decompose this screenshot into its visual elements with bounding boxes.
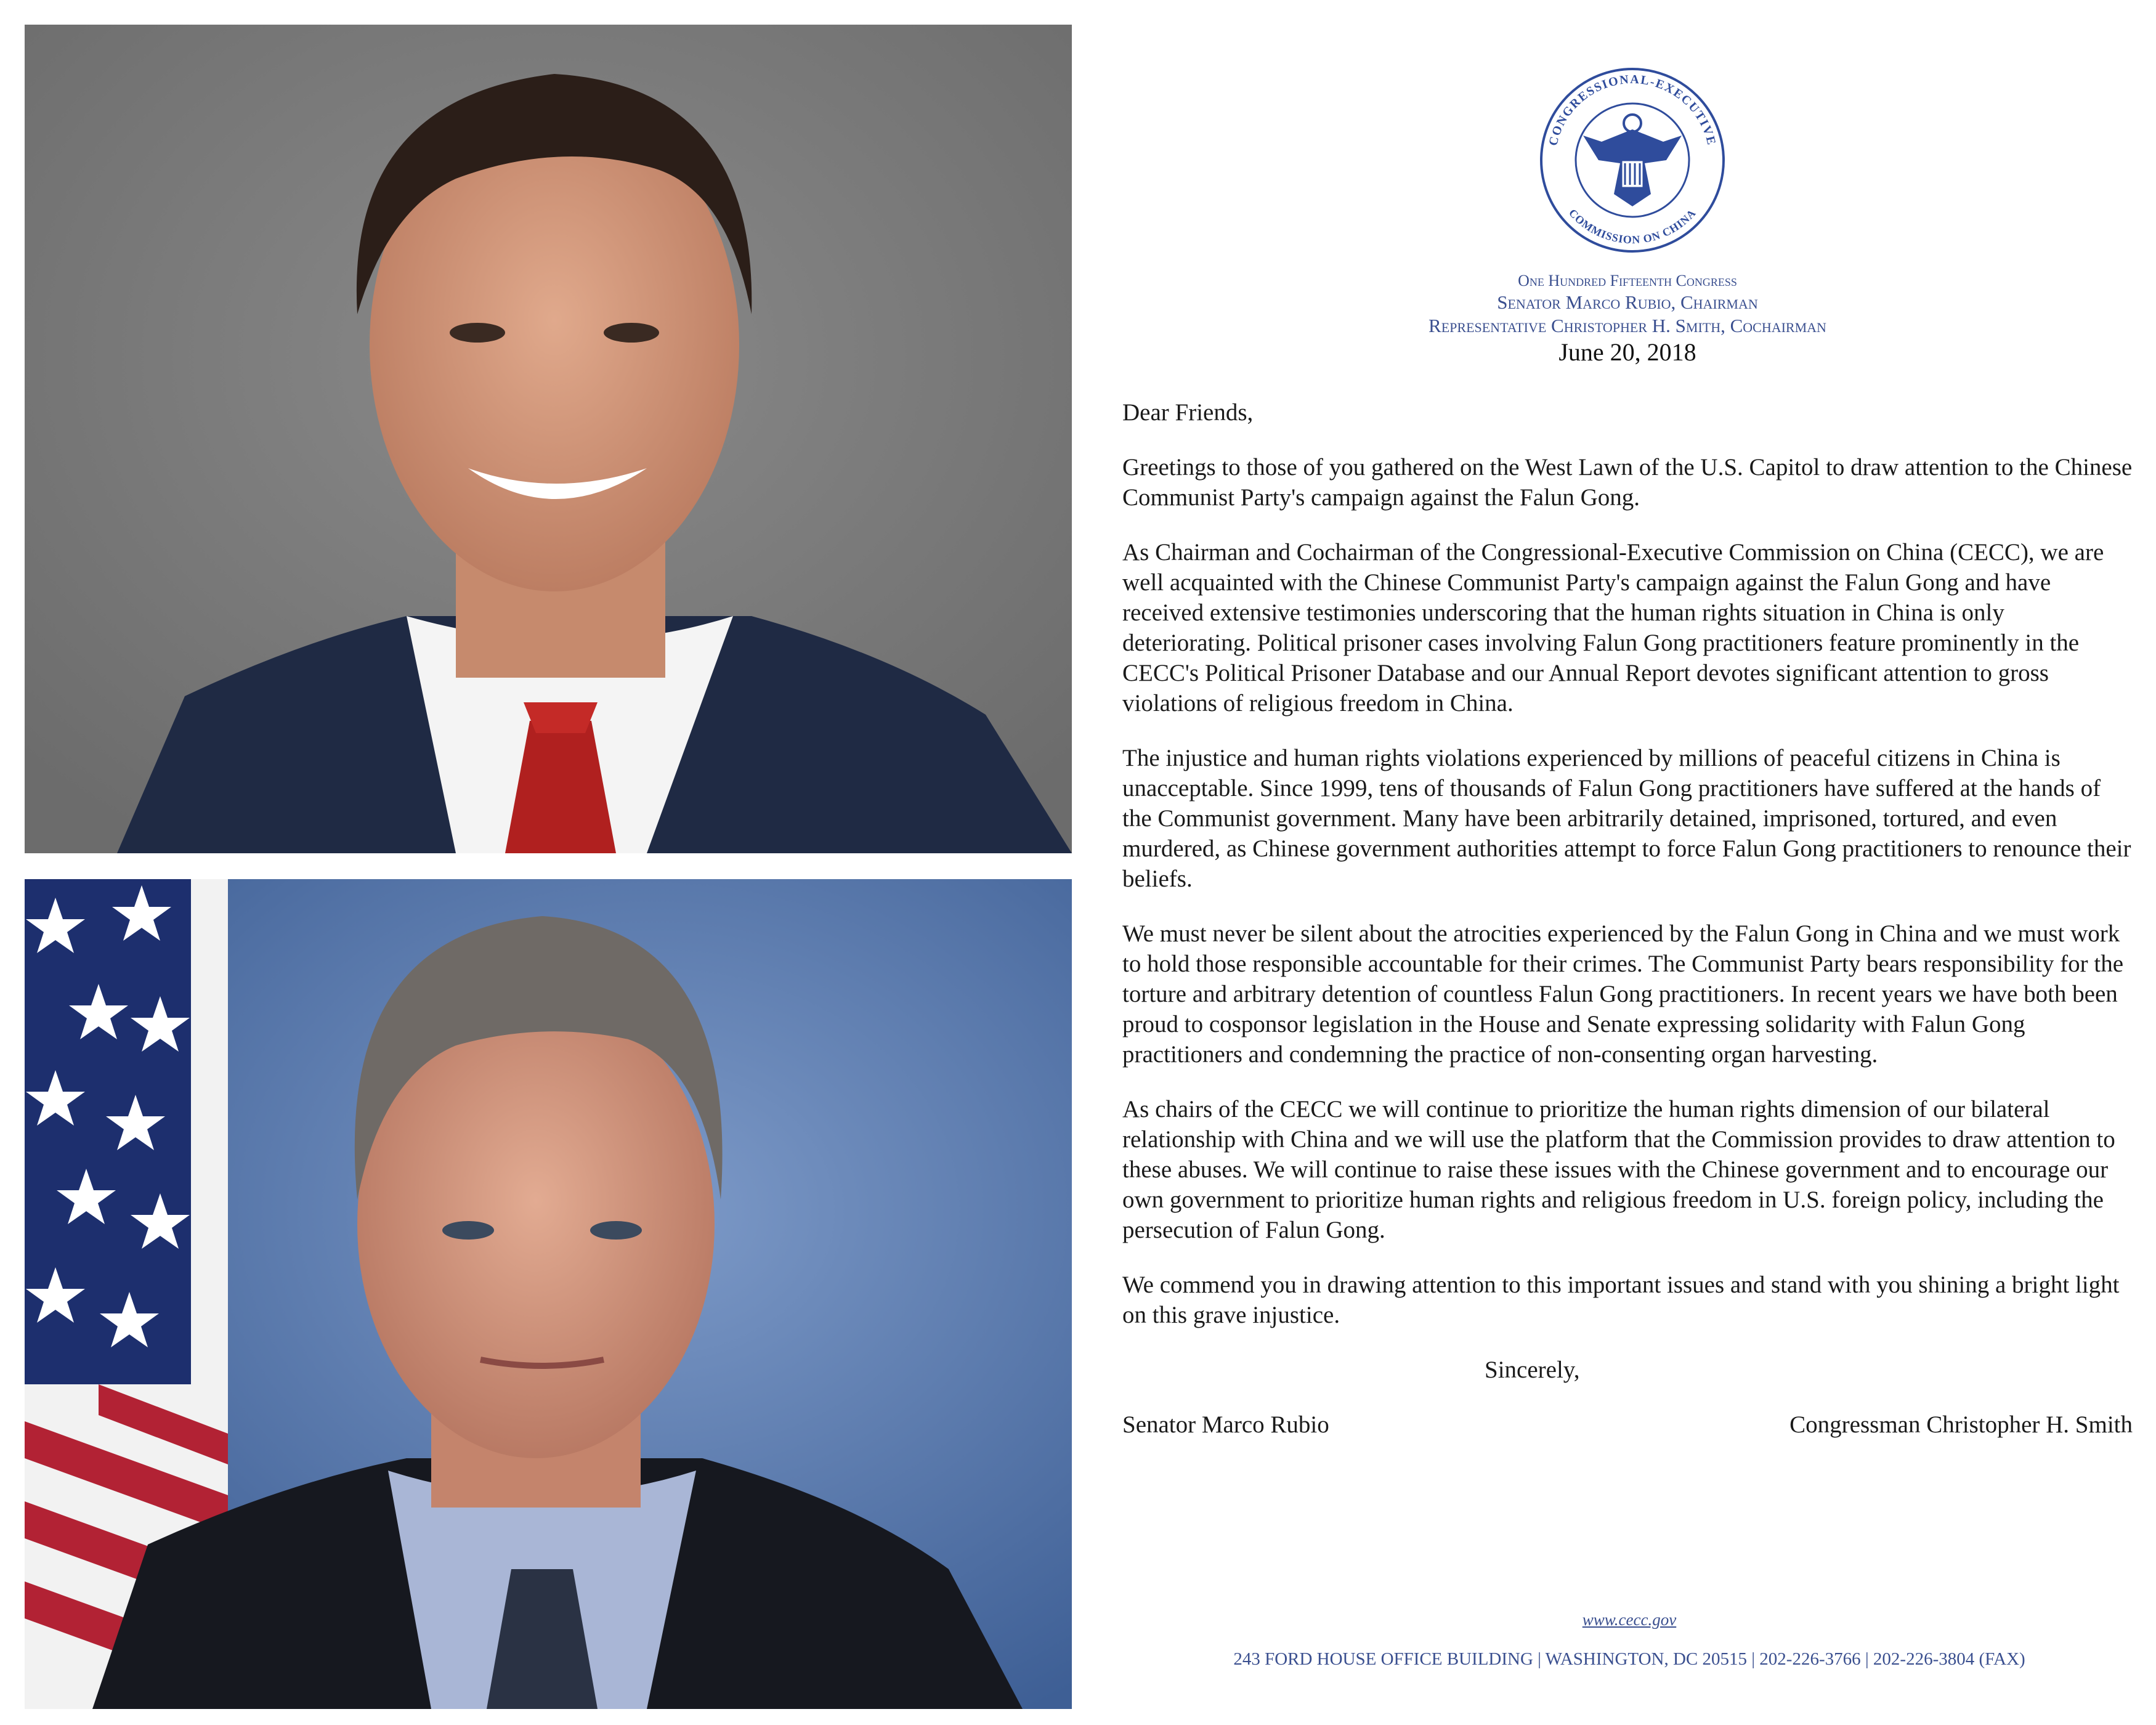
closing: Sincerely, [1485,1357,1580,1383]
paragraph: As Chairman and Cochairman of the Congressional-Executive Commission on China (CECC), we are well acquainted with the Chinese Communist Party's campaign against the Falun Gong and have received extensive testimonies underscoring that the human rights situation in China is only deteriorating. Political prisoner cases involving Falun Gong practitioners feature prominently in the CECC's Political Prisoner Database and our Annual Report devotes significant attention to gross violations of religious freedom in China. [1122,539,2104,716]
portrait-photo-marco-rubio [25,25,1072,853]
signatory-right: Congressman Christopher H. Smith [1789,1411,2133,1438]
cecc-seal-logo [1540,62,1725,256]
paragraph: As chairs of the CECC we will continue to prioritize the human rights dimension of our bilateral relationship with China and we will use the platform that the Commission provides to draw attention to these abuses. We will continue to raise these issues with the Chinese government and to encourage our own government to prioritize human rights and religious freedom in U.S. foreign policy, including the persecution of Falun Gong. [1122,1096,2115,1243]
svg-text:COMMISSION ON CHINA: COMMISSION ON CHINA [1566,206,1699,246]
salutation: Dear Friends, [1122,399,1254,426]
letter-body [1122,271,2133,1440]
letter-date: June 20, 2018 [1558,338,1696,366]
portrait-photo-christopher-smith [25,879,1072,1709]
website-link[interactable]: www.cecc.gov [1582,1610,1677,1629]
letterhead-cochairman: Representative Christopher H. Smith, Cochairman [1429,315,1826,336]
footer-address: 243 FORD HOUSE OFFICE BUILDING | WASHINGTON, DC 20515 | 202-226-3766 | 202-226-3804 (FAX) [1233,1649,2025,1669]
svg-text:CONGRESSIONAL-EXECUTIVE: CONGRESSIONAL-EXECUTIVE [1546,72,1719,147]
signatory-left: Senator Marco Rubio [1122,1411,1329,1438]
signatures [1122,1410,2133,1440]
paragraph: Greetings to those of you gathered on the West Lawn of the U.S. Capitol to draw attention to the Chinese Communist Party's campaign against the Falun Gong. [1122,454,2133,511]
paragraph: We must never be silent about the atrocities experienced by the Falun Gong in China and we must work to hold those responsible accountable for their crimes. The Communist Party bears responsibility for the torture and arbitrary detention of countless Falun Gong practitioners. In recent years we have both been proud to cosponsor legislation in the House and Senate expressing solidarity with Falun Gong practitioners and condemning the practice of non-consenting organ harvesting. [1122,920,2124,1068]
paragraph: We commend you in drawing attention to this important issues and stand with you shining a bright light on this grave injustice. [1122,1272,2120,1328]
paragraph: The injustice and human rights violations experienced by millions of peaceful citizens in China is unacceptable. Since 1999, tens of thousands of Falun Gong practitioners have suffered at the hands of the Communist government. Many have been arbitrarily detained, imprisoned, tortured, and even murdered, as Chinese government authorities attempt to force Falun Gong practitioners to renounce their beliefs. [1122,745,2131,892]
letterhead-chairman: Senator Marco Rubio, Chairman [1497,291,1758,313]
letterhead-congress: One Hundred Fifteenth Congress [1518,272,1737,290]
